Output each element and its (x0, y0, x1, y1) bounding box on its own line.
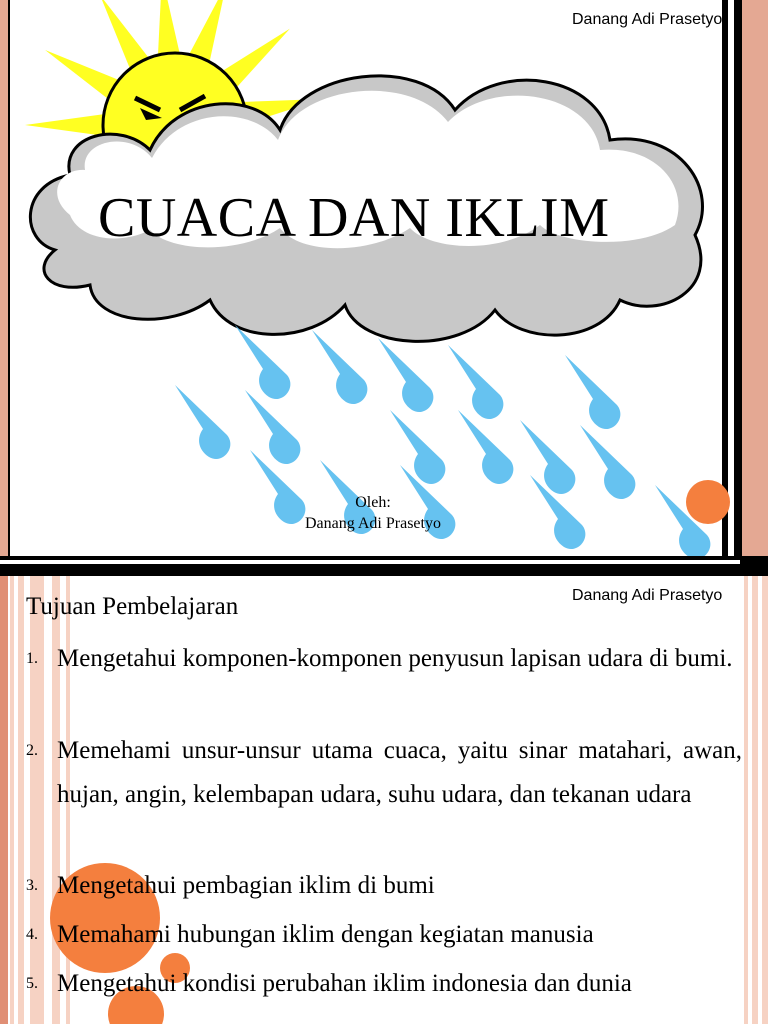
objective-item (26, 729, 742, 817)
raindrop-icon (458, 410, 513, 484)
sun-ray (25, 114, 106, 136)
raindrop-icon (390, 410, 445, 484)
byline-label: Oleh: (355, 494, 391, 511)
raindrop-icon (245, 390, 300, 464)
objective-number: 3. (26, 877, 38, 894)
slide-title: CUACA DAN IKLIM (98, 187, 610, 249)
objective-number: 5. (26, 975, 38, 992)
orange-dot-decoration (686, 480, 730, 524)
right-accent-band (742, 0, 768, 576)
objective-number: 2. (26, 742, 38, 759)
objective-text: Memahami hubungan iklim dengan kegiatan manusia (57, 921, 594, 948)
author-header: Danang Adi Prasetyo (572, 11, 723, 28)
objective-item (26, 913, 742, 957)
objective-text: Mengetahui komponen-komponen penyusun lapisan udara di bumi. (57, 645, 733, 672)
objective-item (26, 962, 742, 1006)
left-accent-edge (0, 576, 8, 1024)
author-header: Danang Adi Prasetyo (572, 587, 723, 604)
sun-ray (158, 0, 180, 57)
byline-name: Danang Adi Prasetyo (305, 515, 441, 532)
raindrop-icon (520, 420, 575, 494)
raindrop-icon (580, 425, 635, 499)
objective-number: 1. (26, 650, 38, 667)
raindrop-icon (448, 345, 503, 419)
bottom-border (0, 556, 768, 576)
objective-item (26, 637, 742, 681)
stripe-decoration (762, 576, 768, 1024)
raindrop-icon (175, 385, 230, 459)
objective-text: Mengetahui kondisi perubahan iklim indonesia dan dunia (57, 970, 632, 997)
objectives-slide (0, 576, 768, 1024)
stripe-decoration (10, 576, 14, 1024)
raindrop-icon (565, 355, 620, 429)
objective-text: Memehami unsur-unsur utama cuaca, yaitu sinar matahari, awan, hujan, angin, kelembapan udara, suhu udara, dan tekanan udara (57, 737, 742, 808)
raindrop-icon (235, 325, 290, 399)
bottom-border-inner (0, 560, 740, 564)
objective-item (26, 864, 742, 908)
section-heading: Tujuan Pembelajaran (26, 593, 239, 620)
stripe-decoration (744, 576, 748, 1024)
raindrop-icon (312, 330, 367, 404)
right-border-inner (728, 0, 734, 576)
byline (0, 492, 746, 534)
stripe-decoration (752, 576, 758, 1024)
objective-text: Mengetahui pembagian iklim di bumi (57, 872, 435, 899)
objective-number: 4. (26, 926, 38, 943)
raindrop-icon (378, 338, 433, 412)
stripe-decoration (18, 576, 24, 1024)
